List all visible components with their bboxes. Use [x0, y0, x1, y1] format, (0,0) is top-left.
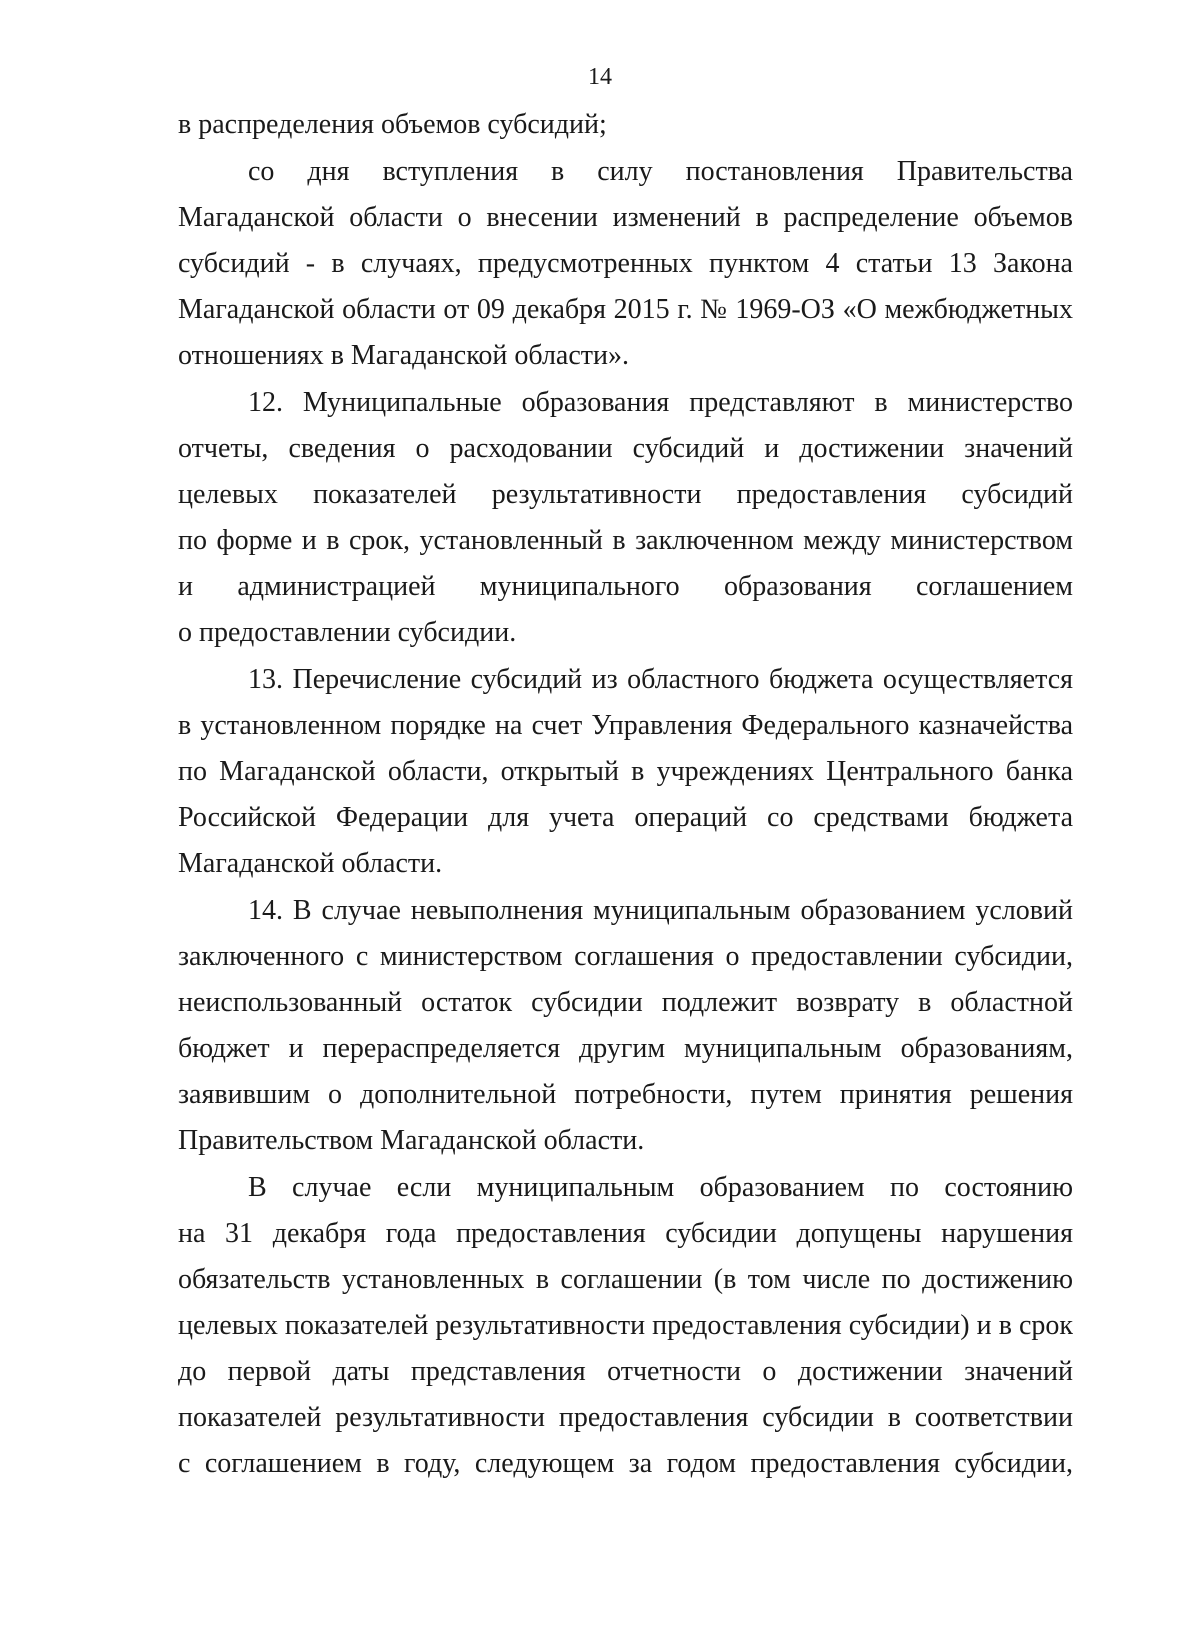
text-line: 13. Перечисление субсидий из областного бюджета осуществляется	[248, 664, 1073, 695]
text-line: отношениях в Магаданской области».	[178, 340, 629, 371]
text-line: Магаданской области от 09 декабря 2015 г. № 1969-ОЗ «О межбюджетных	[178, 294, 1073, 325]
text-line: с соглашением в году, следующем за годом предоставления субсидии,	[178, 1448, 1073, 1479]
text-line: по Магаданской области, открытый в учреждениях Центрального банка	[178, 756, 1073, 787]
text-line: Магаданской области.	[178, 848, 443, 879]
text-line: субсидий - в случаях, предусмотренных пунктом 4 статьи 13 Закона	[178, 248, 1073, 279]
text-line: 14. В случае невыполнения муниципальным образованием условий	[248, 895, 1073, 926]
text-line: в распределения объемов субсидий;	[178, 109, 607, 140]
text-line: заявившим о дополнительной потребности, путем принятия решения	[178, 1079, 1073, 1110]
text-line: целевых показателей результативности предоставления субсидий	[178, 479, 1073, 510]
text-line: на 31 декабря года предоставления субсидии допущены нарушения	[178, 1218, 1073, 1249]
text-line: 12. Муниципальные образования представляют в министерство	[248, 387, 1073, 418]
text-line: и администрацией муниципального образования соглашением	[178, 571, 1073, 602]
text-line: со дня вступления в силу постановления Правительства	[248, 156, 1073, 187]
text-line: заключенного с министерством соглашения о предоставлении субсидии,	[178, 941, 1073, 972]
text-line: Российской Федерации для учета операций со средствами бюджета	[178, 802, 1073, 833]
text-line: о предоставлении субсидии.	[178, 617, 517, 648]
text-line: неиспользованный остаток субсидии подлежит возврату в областной	[178, 987, 1073, 1018]
text-line: по форме и в срок, установленный в заключенном между министерством	[178, 525, 1073, 556]
text-line: целевых показателей результативности предоставления субсидии) и в срок	[178, 1310, 1073, 1341]
text-line: бюджет и перераспределяется другим муниципальным образованиям,	[178, 1033, 1073, 1064]
text-line: Правительством Магаданской области.	[178, 1125, 645, 1156]
text-line: В случае если муниципальным образованием по состоянию	[248, 1172, 1073, 1203]
text-line: отчеты, сведения о расходовании субсидий и достижении значений	[178, 433, 1073, 464]
text-line: в установленном порядке на счет Управления Федерального казначейства	[178, 710, 1073, 741]
page-number: 14	[588, 64, 612, 90]
text-line: обязательств установленных в соглашении (в том числе по достижению	[178, 1264, 1073, 1295]
text-line: Магаданской области о внесении изменений в распределение объемов	[178, 202, 1073, 233]
text-line: до первой даты представления отчетности о достижении значений	[178, 1356, 1073, 1387]
text-line: показателей результативности предоставления субсидии в соответствии	[178, 1402, 1073, 1433]
